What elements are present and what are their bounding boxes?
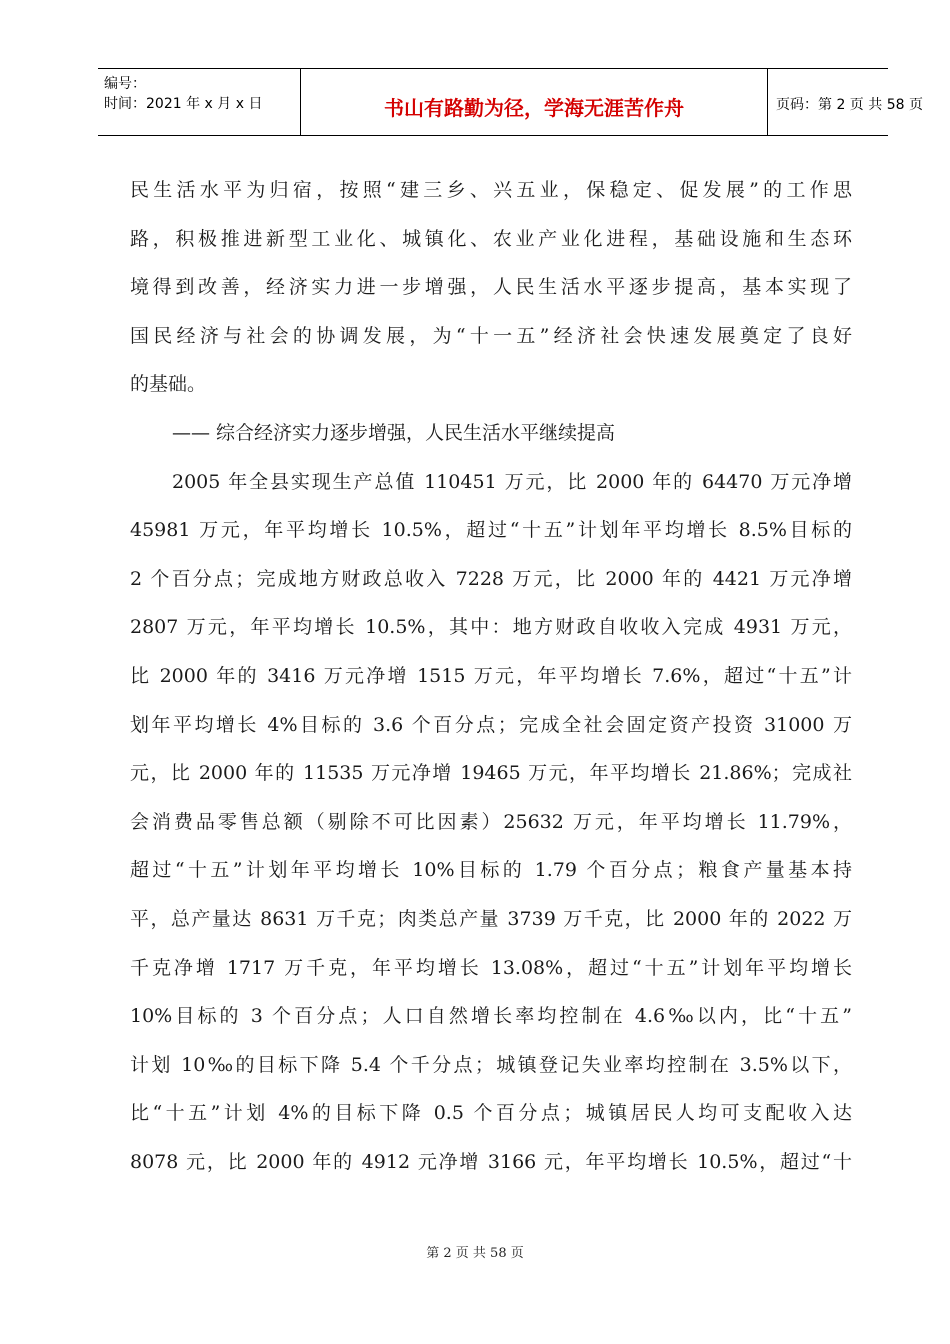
page-footer: 第 2 页 共 58 页	[426, 1246, 524, 1261]
page-header	[98, 68, 923, 136]
paragraph-line: 境得到改善，经济实力进一步增强，人民生活水平逐步提高，基本实现了	[130, 276, 852, 299]
document-time-label: 时间：2021 年 x 月 x 日	[104, 96, 263, 112]
document-number-label: 编号：	[104, 76, 146, 92]
paragraph-line: 比“十五”计划 4%的目标下降 0.5 个百分点；城镇居民人均可支配收入达	[130, 1102, 852, 1125]
document-body	[130, 166, 852, 1186]
paragraph-line: 平，总产量达 8631 万千克；肉类总产量 3739 万千克，比 2000 年的 2022 万	[130, 907, 852, 930]
header-page-cell	[767, 69, 923, 135]
header-meta-cell	[98, 69, 300, 135]
paragraph-line: 超过“十五”计划年平均增长 10%目标的 1.79 个百分点；粮食产量基本持	[130, 859, 852, 882]
paragraph-line: 划年平均增长 4%目标的 3.6 个百分点；完成全社会固定资产投资 31000 万	[130, 713, 852, 736]
paragraph-line: 国民经济与社会的协调发展，为“十一五”经济社会快速发展奠定了良好	[130, 324, 852, 347]
paragraph-line: 的基础。	[130, 373, 207, 396]
paragraph-line: 民生活水平为归宿，按照“建三乡、兴五业，保稳定、促发展”的工作思	[130, 179, 852, 201]
header-page-info: 页码：第 2 页 共 58 页	[776, 97, 923, 113]
paragraph-line: 2005 年全县实现生产总值 110451 万元，比 2000 年的 64470 万元净增	[172, 470, 852, 493]
paragraph-line: 2 个百分点；完成地方财政总收入 7228 万元，比 2000 年的 4421 万元净增	[130, 567, 852, 590]
paragraph-line: 比 2000 年的 3416 万元净增 1515 万元，年平均增长 7.6%，超过“十五”计	[130, 664, 852, 687]
paragraph-line: 千克净增 1717 万千克，年平均增长 13.08%，超过“十五”计划年平均增长	[130, 956, 852, 979]
paragraph-line: 元，比 2000 年的 11535 万元净增 19465 万元，年平均增长 21.86%；完成社	[130, 762, 852, 785]
section-heading: —— 综合经济实力逐步增强，人民生活水平继续提高	[172, 421, 616, 444]
header-motto-cell	[300, 69, 767, 135]
paragraph-line: 路，积极推进新型工业化、城镇化、农业产业化进程，基础设施和生态环	[130, 227, 852, 250]
paragraph-line: 10%目标的 3 个百分点；人口自然增长率均控制在 4.6‰以内，比“十五”	[130, 1005, 852, 1028]
paragraph-line: 会消费品零售总额（剔除不可比因素）25632 万元，年平均增长 11.79%，	[130, 810, 852, 833]
paragraph-line: 8078 元，比 2000 年的 4912 元净增 3166 元，年平均增长 10.5%，超过“十	[130, 1150, 852, 1173]
paragraph-line: 45981 万元，年平均增长 10.5%，超过“十五”计划年平均增长 8.5%目标的	[130, 519, 852, 542]
paragraph-line: 2807 万元，年平均增长 10.5%，其中：地方财政自收收入完成 4931 万元，	[130, 616, 852, 639]
paragraph-line: 计划 10‰的目标下降 5.4 个千分点；城镇登记失业率均控制在 3.5%以下，	[130, 1053, 852, 1076]
header-motto: 书山有路勤为径，学海无涯苦作舟	[384, 96, 684, 120]
